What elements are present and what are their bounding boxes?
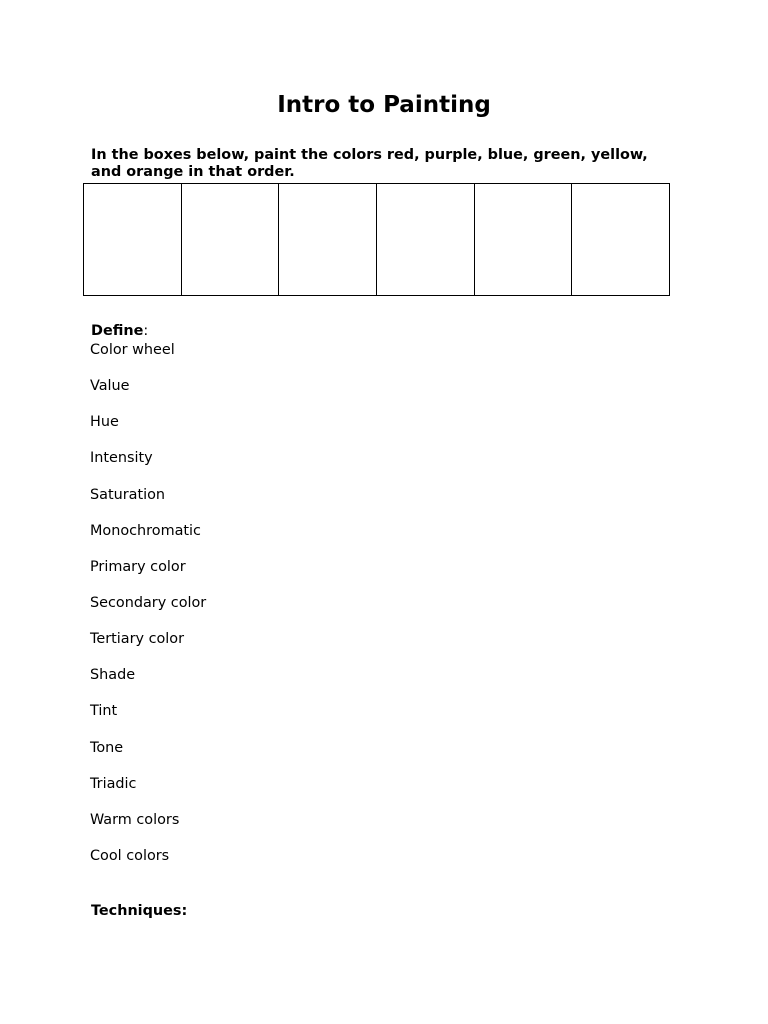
term-item: Intensity bbox=[90, 450, 153, 467]
term-item: Secondary color bbox=[90, 594, 207, 611]
paint-box-6 bbox=[571, 184, 669, 295]
term-item: Triadic bbox=[90, 775, 137, 792]
paint-box-2 bbox=[181, 184, 279, 295]
term-item: Cool colors bbox=[90, 847, 170, 864]
term-item: Shade bbox=[90, 667, 136, 684]
page-title: Intro to Painting bbox=[277, 92, 491, 118]
term-item: Tone bbox=[90, 739, 124, 756]
paint-box-5 bbox=[474, 184, 572, 295]
term-item: Tint bbox=[90, 703, 118, 720]
define-colon: : bbox=[143, 323, 149, 339]
term-item: Saturation bbox=[90, 486, 166, 503]
term-item: Value bbox=[90, 378, 130, 395]
paint-instructions: In the boxes below, paint the colors red, purple, blue, green, yellow, and orange in that order. bbox=[91, 147, 648, 180]
paint-box-1 bbox=[84, 184, 181, 295]
define-terms-list bbox=[90, 341, 206, 883]
define-heading bbox=[91, 322, 148, 340]
term-item: Warm colors bbox=[90, 811, 180, 828]
define-label: Define bbox=[91, 323, 144, 339]
term-item: Hue bbox=[90, 414, 119, 431]
term-item: Primary color bbox=[90, 558, 186, 575]
paint-box-4 bbox=[376, 184, 474, 295]
techniques-heading: Techniques: bbox=[91, 903, 188, 919]
paint-box-3 bbox=[278, 184, 376, 295]
term-item: Tertiary color bbox=[90, 631, 185, 648]
paint-boxes-table bbox=[83, 183, 670, 296]
term-item: Monochromatic bbox=[90, 522, 201, 539]
term-item: Color wheel bbox=[90, 342, 175, 358]
